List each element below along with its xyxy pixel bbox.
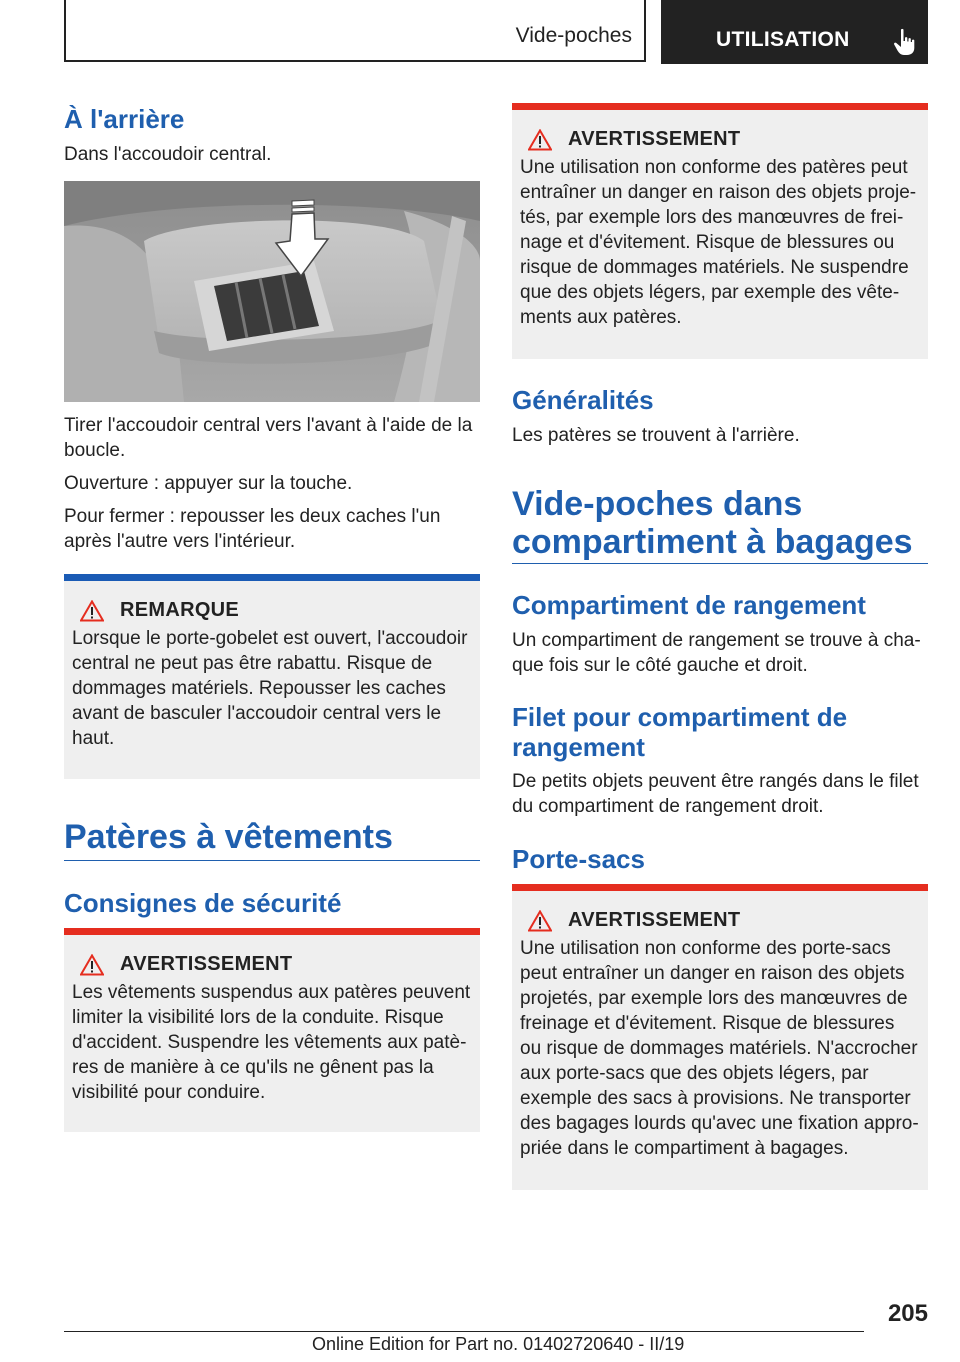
general-heading: Généralités bbox=[512, 385, 654, 415]
warning-bag-hooks-box bbox=[512, 884, 928, 1190]
net-heading: Filet pour compartiment de rangement bbox=[512, 702, 848, 762]
hooks-heading: Patères à vêtements bbox=[64, 818, 393, 856]
remark-text: Lorsque le porte-gobelet est ouvert, l'accoudoir central ne peut pas être rabattu. Risque de dommages matériels. Repousser les caches avant de basculer l'accoudoir central vers le haut. bbox=[72, 628, 468, 749]
warning-triangle-icon bbox=[80, 954, 104, 976]
rear-heading: À l'arrière bbox=[64, 104, 185, 134]
warning-bag-title: AVERTISSEMENT bbox=[568, 909, 741, 931]
paragraph-opening: Ouverture : appuyer sur la touche. bbox=[64, 473, 353, 494]
header-chapter-box bbox=[661, 0, 928, 64]
storage-text: Un compartiment de rangement se trouve à chaque fois sur le côté gauche et droit. bbox=[512, 630, 921, 676]
armrest-photo bbox=[64, 181, 480, 402]
warning-bag-title-row bbox=[528, 909, 920, 932]
trunk-heading-rule bbox=[512, 563, 928, 564]
remark-title-row bbox=[80, 599, 472, 622]
bag-hook-heading: Porte-sacs bbox=[512, 844, 645, 874]
net-text: De petits objets peuvent être rangés dans le filet du compartiment de rangement droit. bbox=[512, 771, 919, 817]
warning-hooks-box bbox=[64, 928, 480, 1132]
warning-usage-text: Une utilisation non conforme des patères peut entraîner un danger en raison des objets projetés, par exemple lors des manœuvres de freinage et d'évitement. Risque de blessures ou risque de dommages matériels. Ne suspendre que des objets légers, par exemple des vêtements aux patères. bbox=[520, 157, 917, 328]
general-text: Les patères se trouvent à l'arrière. bbox=[512, 425, 800, 446]
safety-heading: Consignes de sécurité bbox=[64, 888, 342, 918]
header-section-box bbox=[64, 0, 646, 62]
remark-box bbox=[64, 574, 480, 779]
page-header bbox=[64, 0, 928, 64]
storage-heading: Compartiment de rangement bbox=[512, 590, 866, 620]
footer-rule bbox=[64, 1331, 864, 1332]
warning-triangle-icon bbox=[80, 600, 104, 622]
header-chapter-title: UTILISATION bbox=[716, 28, 850, 51]
warning-triangle-icon bbox=[528, 910, 552, 932]
warning-hooks-title-row bbox=[80, 953, 472, 976]
pointing-hand-icon bbox=[892, 28, 918, 56]
paragraph-pull-armrest: Tirer l'accoudoir central vers l'avant à l'aide de la boucle. bbox=[64, 415, 473, 461]
remark-title: REMARQUE bbox=[120, 599, 240, 621]
header-section-title: Vide-poches bbox=[515, 24, 632, 47]
warning-hooks-usage-box bbox=[512, 103, 928, 359]
warning-hooks-text: Les vêtements suspendus aux patères peuvent limiter la visibilité lors de la conduite. Risque d'accident. Suspendre les vêtements aux patères de manière à ce qu'ils ne gênent pas la visibilité pour conduire. bbox=[72, 982, 471, 1103]
armrest-illustration bbox=[64, 181, 480, 402]
footer-edition: Online Edition for Part no. 01402720640 - II/19 bbox=[312, 1334, 685, 1354]
trunk-heading: Vide-poches dans compartiment à bagages bbox=[512, 485, 913, 561]
warning-usage-title-row bbox=[528, 128, 920, 151]
hooks-heading-rule bbox=[64, 860, 480, 861]
warning-triangle-icon bbox=[528, 129, 552, 151]
paragraph-closing: Pour fermer : repousser les deux caches l'un après l'autre vers l'intérieur. bbox=[64, 506, 441, 552]
warning-hooks-title: AVERTISSEMENT bbox=[120, 953, 293, 975]
page-number: 205 bbox=[887, 1300, 928, 1327]
warning-bag-text: Une utilisation non conforme des porte-sacs peut entraîner un danger en raison des objets projetés, par exemple lors des manœuvres de freinage et d'évitement. Risque de blessures ou risque de dommages matériels. N'accrocher aux porte-sacs que des objets légers, par exemple des sacs à provisions. Ne transporter des bagages lourds qu'avec une fixation appropriée dans le compartiment à bagages. bbox=[520, 938, 919, 1159]
warning-usage-title: AVERTISSEMENT bbox=[568, 128, 741, 150]
rear-intro: Dans l'accoudoir central. bbox=[64, 144, 272, 165]
